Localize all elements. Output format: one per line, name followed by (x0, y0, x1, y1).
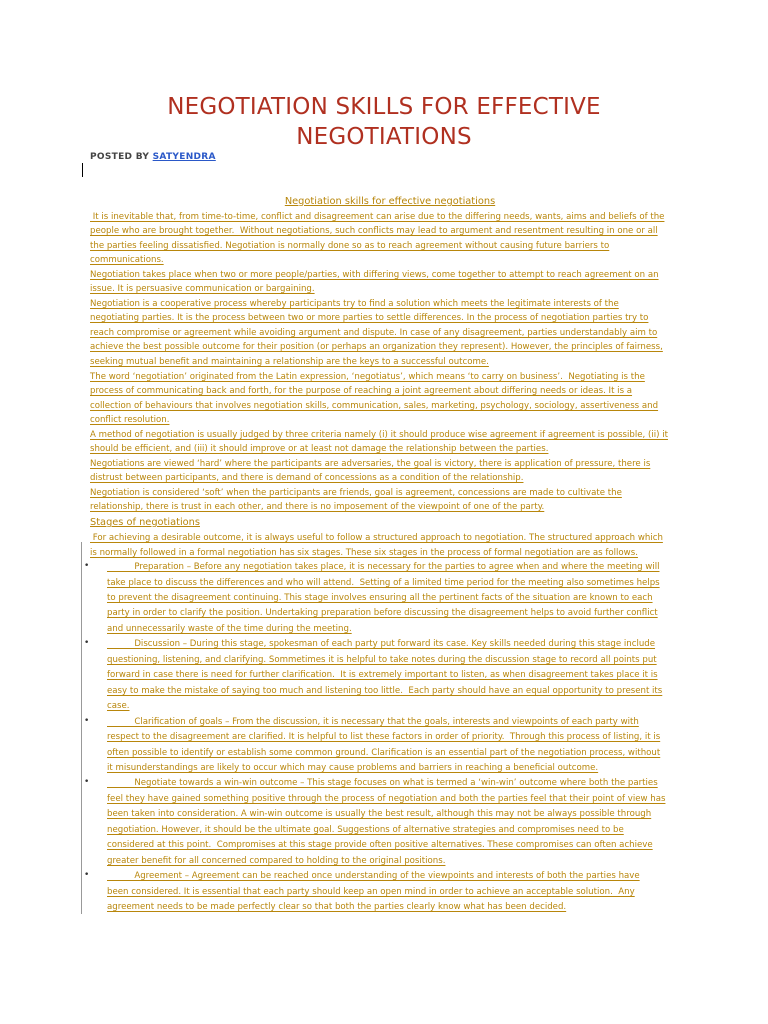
paragraph-line: achieve the best possible outcome for their position (or perhaps an organization they represent). However, the principles of fairness, (90, 342, 663, 353)
paragraph-line: The word ‘negotiation’ originated from the Latin expression, ‘negotiatus’, which means ‘to carry on business’. Negotiating is the (90, 371, 645, 382)
paragraph-line: A method of negotiation is usually judged by three criteria namely (i) it should produce wise agreement if agreement is possible, (ii) it (90, 429, 668, 440)
stage-line: Negotiate towards a win-win outcome – This stage focuses on what is termed a ‘win-win’ outcome where both the parties (107, 778, 658, 789)
stage-list-item (84, 869, 690, 915)
stage-line: considered at this point. Compromises at this stage provide often positive alternatives. These compromises can often achieve (107, 840, 653, 851)
stage-line: been taken into consideration. A win-win outcome is usually the best result, although this may not be always possible through (107, 809, 652, 820)
paragraph-line: conflict resolution. (90, 415, 170, 426)
stage-list-item (84, 560, 690, 637)
stage-line: Preparation – Before any negotiation takes place, it is necessary for the parties to agree when and where the meeting will (107, 562, 660, 573)
stage-line: Agreement – Agreement can be reached once understanding of the viewpoints and interests of both the parties have (107, 871, 640, 882)
paragraph-line: negotiating parties. It is the process between two or more parties to settle differences. In the process of negotiation parties try to (90, 313, 649, 324)
paragraph (90, 457, 690, 486)
paragraph-line: relationship, there is trust in each other, and there is no imposement of the viewpoint of one of the party. (90, 502, 545, 513)
paragraph-line: communications. (90, 255, 164, 266)
left-margin-rule (81, 542, 82, 914)
stage-line: negotiation. However, it should be the ultimate goal. Suggestions of alternative strategies and compromises need to be (107, 824, 624, 835)
paragraph-line: the parties feeling dissatisfied. Negotiation is normally done so as to reach agreement without causing future barriers to (90, 240, 610, 251)
stages-list (84, 560, 690, 915)
stage-line: case. (107, 701, 130, 712)
stage-line: it misunderstandings are likely to occur which may cause problems and barriers in reaching a beneficial outcome. (107, 763, 599, 774)
stage-list-item (84, 637, 690, 714)
article-title-line-1: NEGOTIATION SKILLS FOR EFFECTIVE (167, 94, 601, 120)
stages-intro-line: is normally followed in a formal negotiation has six stages. These six stages in the process of formal negotiation are as follows. (90, 547, 638, 558)
stages-intro (90, 531, 690, 560)
bullet-icon: • (84, 561, 90, 572)
byline-label: POSTED BY (90, 152, 153, 162)
paragraph (90, 370, 690, 428)
stage-line: and unnecessarily waste of the time during the meeting. (107, 623, 352, 634)
stage-line: forward in case there is need for further clarification. It is extremely important to listen, as when disagreement takes place it is (107, 670, 658, 681)
paragraph-line: reach compromise or agreement while avoiding argument and dispute. In case of any disagreement, parties understandably aim to (90, 327, 658, 338)
stage-line: Discussion – During this stage, spokesman of each party put forward its case. Key skills needed during this stage include (107, 639, 656, 650)
stage-line: easy to make the mistake of saying too much and listening too little. Each party should have an equal opportunity to present its (107, 685, 663, 696)
stage-line: agreement needs to be made perfectly clear so that both the parties clearly know what has been decided. (107, 902, 567, 913)
stage-line: party in order to clarify the position. Undertaking preparation before discussing the disagreement helps to avoid further conflict (107, 608, 658, 619)
stages-heading: Stages of negotiations (90, 517, 200, 529)
stage-line: Clarification of goals – From the discussion, it is necessary that the goals, interests and viewpoints of each party with (107, 716, 639, 727)
paragraph-line: seeking mutual benefit and maintaining a relationship are the keys to a successful outcome. (90, 357, 489, 368)
paragraph (90, 486, 690, 515)
paragraph-line: Negotiation is considered ‘soft’ when the participants are friends, goal is agreement, concessions are made to cultivate the (90, 487, 622, 498)
paragraph-line: issue. It is persuasive communication or bargaining. (90, 284, 315, 295)
bullet-icon: • (84, 638, 90, 649)
stage-line: greater benefit for all concerned compared to holding to the original positions. (107, 855, 446, 866)
paragraph-line: distrust between participants, and there is demand of concessions as a condition of the relationship. (90, 473, 524, 484)
stages-intro-line: For achieving a desirable outcome, it is always useful to follow a structured approach to negotiation. The structured approach which (90, 533, 663, 544)
paragraph (90, 297, 690, 370)
stage-line: take place to discuss the differences and who will attend. Setting of a limited time period for the meeting also sometimes helps (107, 577, 660, 588)
paragraph-line: collection of behaviours that involves negotiation skills, communication, sales, marketing, psychology, sociology, assertiveness and (90, 400, 659, 411)
body-heading: Negotiation skills for effective negotiations (284, 196, 496, 207)
stage-line: feel they have gained something positive through the process of negotiation and both the parties feel that their point of view has (107, 793, 666, 804)
paragraph-line: process of communicating back and forth, for the purpose of reaching a joint agreement about differing needs or ideas. It is a (90, 386, 633, 397)
stage-list-item (84, 715, 690, 777)
byline (90, 152, 216, 162)
paragraph-line: It is inevitable that, from time-to-time, conflict and disagreement can arise due to the differing needs, wants, aims and beliefs of the (90, 211, 665, 222)
stage-line: often possible to identify or establish some common ground. Clarification is an essential part of the negotiation process, without (107, 747, 661, 758)
paragraph-line: Negotiations are viewed ‘hard’ where the participants are adversaries, the goal is victory, there is application of pressure, there is (90, 458, 651, 469)
paragraph-line: should be efficient, and (iii) it should improve or at least not damage the relationship between the parties. (90, 444, 549, 455)
article-title (0, 92, 768, 152)
paragraph (90, 268, 690, 297)
paragraph-line: Negotiation takes place when two or more people/parties, with differing views, come together to attempt to reach agreement on an (90, 269, 659, 280)
paragraph-line: Negotiation is a cooperative process whereby participants try to find a solution which meets the legitimate interests of the (90, 298, 619, 309)
paragraphs (90, 210, 690, 515)
stage-list-item (84, 776, 690, 869)
stage-line: respect to the disagreement are clarified. It is helpful to list these factors in order of priority. Through this process of listing, it is (107, 732, 661, 743)
text-cursor (82, 163, 83, 177)
stage-line: to prevent the disagreement continuing. This stage involves ensuring all the pertinent facts of the situation are known to each (107, 593, 653, 604)
bullet-icon: • (84, 777, 90, 788)
article-body (84, 195, 690, 916)
bullet-icon: • (84, 870, 90, 881)
paragraph (90, 428, 690, 457)
article-title-line-2: NEGOTIATIONS (296, 124, 472, 150)
stage-line: questioning, listening, and clarifying. Sommetimes it is helpful to take notes during the discussion stage to record all points put (107, 654, 657, 665)
author-link[interactable]: SATYENDRA (152, 152, 216, 162)
stage-line: been considered. It is essential that each party should keep an open mind in order to achieve an acceptable solution. Any (107, 886, 635, 897)
paragraph (90, 210, 690, 268)
paragraph-line: people who are brought together. Without negotiations, such conflicts may lead to argument and resentment resulting in one or all (90, 226, 658, 237)
bullet-icon: • (84, 715, 90, 726)
